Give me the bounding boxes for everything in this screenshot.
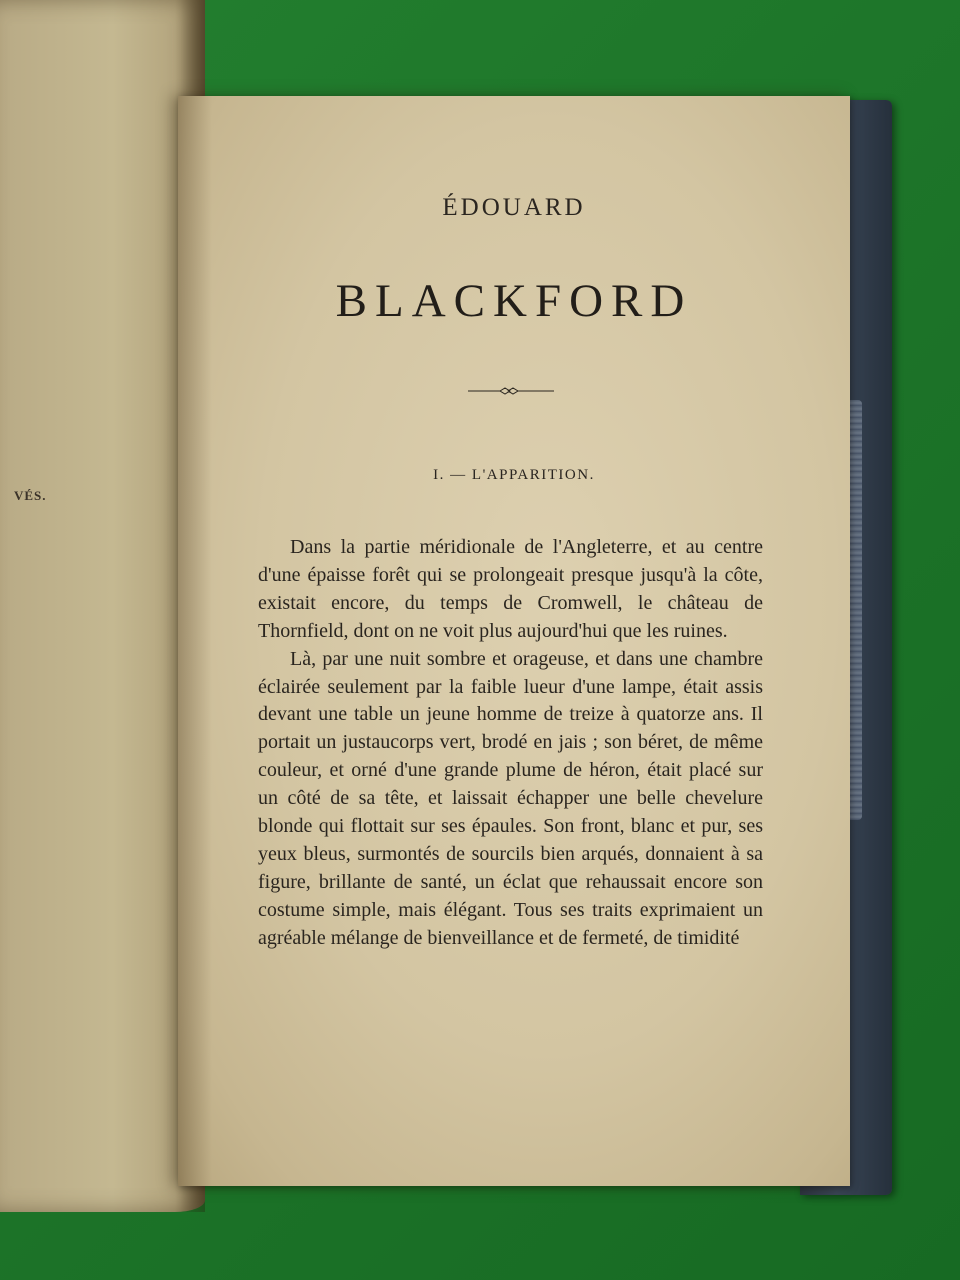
paragraph: Dans la partie méridionale de l'Angleterre, et au centre d'une épaisse forêt qui se prolongeait presque jusqu'à la côte, existait encore, du temps de Cromwell, le château de Thornfield, dont on ne voit plus aujourd'hui que les ruines. bbox=[258, 536, 763, 642]
ornament-divider-icon bbox=[468, 386, 554, 396]
body-text bbox=[258, 534, 763, 953]
book-title: BLACKFORD bbox=[335, 275, 693, 327]
left-page bbox=[0, 0, 205, 1212]
chapter-heading: I. — L'APPARITION. bbox=[433, 467, 595, 483]
paragraph: Là, par une nuit sombre et orageuse, et dans une chambre éclairée seulement par la faible lueur d'une lampe, était assis devant une table un jeune homme de treize à quatorze ans. Il portait un justaucorps vert, brodé en jais ; son béret, de même couleur, et orné d'une grande plume de héron, était placé sur un côté de sa tête, et laissait échapper une belle chevelure blonde qui flottait sur ses épaules. Son front, blanc et pur, ses yeux bleus, surmontés de sourcils bien arqués, donnaient à sa figure, brillante de santé, un éclat que rehaussait encore son costume simple, mais élégant. Tous ses traits exprimaient un agréable mélange de bienveillance et de fermeté, de timidité bbox=[258, 647, 763, 949]
left-page-text-fragment: VÉS. bbox=[14, 488, 47, 503]
author-name: ÉDOUARD bbox=[442, 194, 586, 221]
right-page bbox=[178, 96, 850, 1186]
